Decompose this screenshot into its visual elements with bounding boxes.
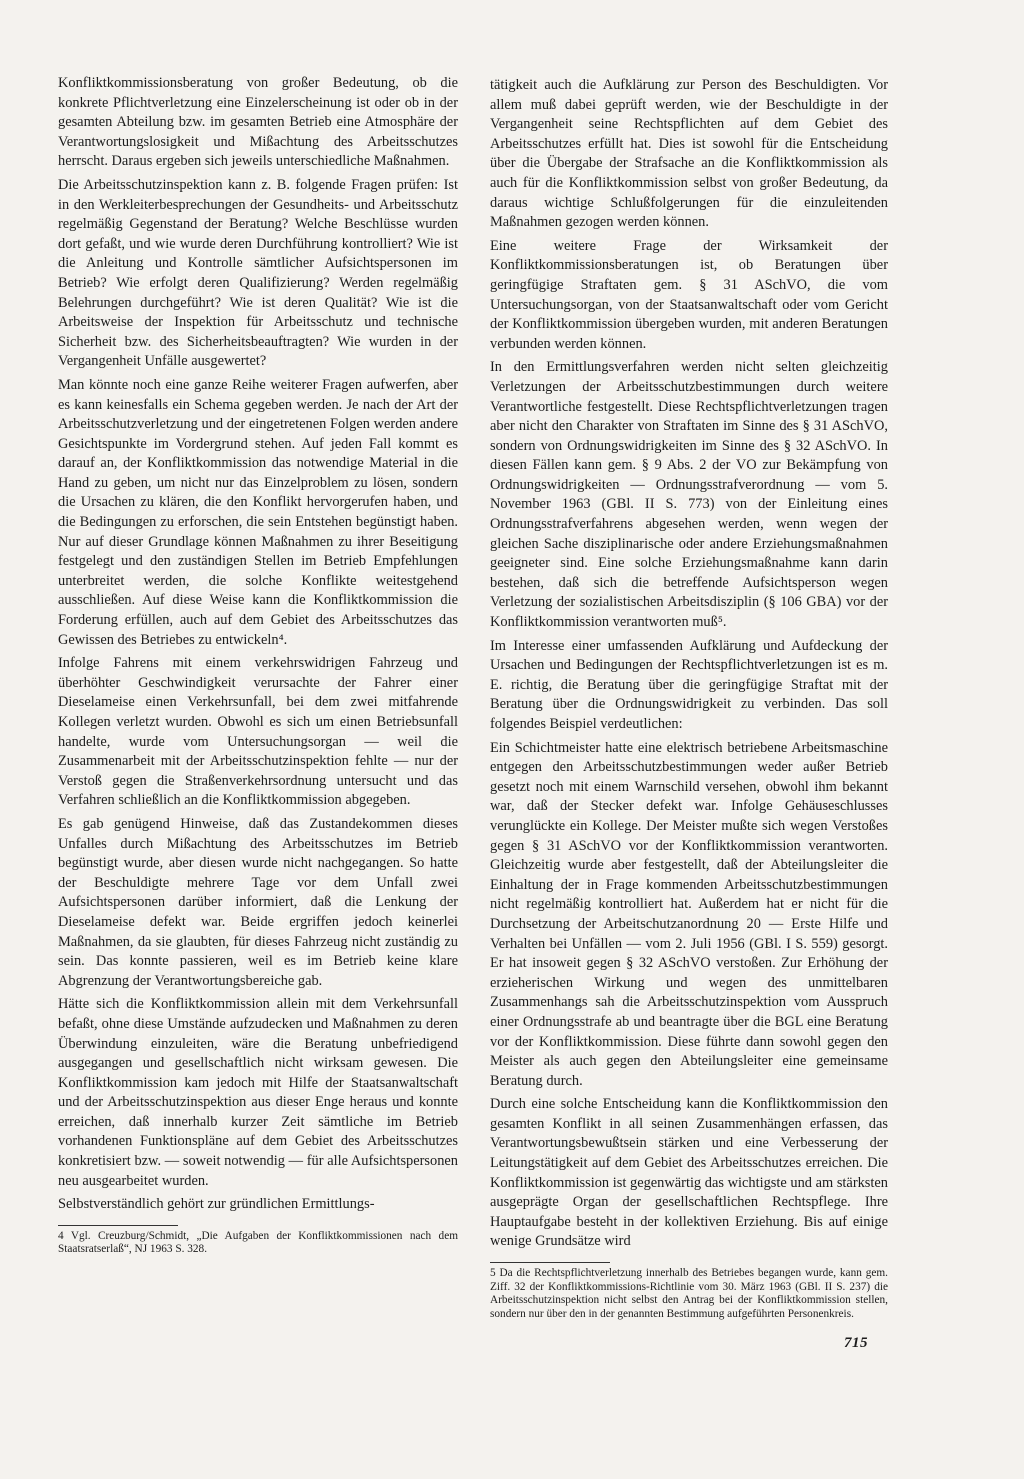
paragraph: In den Ermittlungsverfahren werden nicht selten gleichzeitig Verletzungen der Arbeitsschutzbestimmungen durch weitere Verantwortliche festgestellt. Diese Rechtspflichtverletzungen tragen aber nicht den Charakter von Straftaten im Sinne des § 31 ASchVO, sondern von Ordnungswidrigkeiten im Sinne des § 32 ASchVO. In diesen Fällen kann gem. § 9 Abs. 2 der VO zur Bekämpfung von Ordnungswidrigkeiten — Ordnungsstrafverordnung — vom 5. November 1963 (GBl. II S. 773) von der Einleitung eines Ordnungsstrafverfahrens abgesehen werden, wenn wegen der gleichen Sache disziplinarische oder andere Erziehungsmaßnahmen geeigneter sind. Eine solche Erziehungsmaßnahme kann darin bestehen, daß sich die betreffende Aufsichtsperson wegen Verletzung der sozialistischen Arbeitsdisziplin (§ 106 GBA) vor der Konfliktkommission verantworten muß⁵. <box>490 359 888 631</box>
paragraph: Durch eine solche Entscheidung kann die Konfliktkommission den gesamten Konflikt in all seinen Zusammenhängen erfassen, das Verantwortungsbewußtsein stärken und eine Verbesserung der Leitungstätigkeit auf dem Gebiet des Arbeitsschutzes erreichen. Die Konfliktkommission ist gegenwärtig das wichtigste und am stärksten ausgeprägte Organ der gesellschaftlichen Rechtspflege. Ihre Hauptaufgabe besteht in der kollektiven Erziehung. Bis auf einige wenige Grundsätze wird <box>490 1096 888 1250</box>
footnote-5: 5 Da die Rechtspflichtverletzung innerhalb des Betriebes begangen wurde, kann gem. Ziff. 32 der Konfliktkommissions-Richtlinie vom 30. März 1963 (GBl. II S. 237) die Arbeitsschutzinspektion nicht selbst den Antrag bei der Konfliktkommission stellen, sondern nur über den in der genannten Bestimmung aufgeführten Personenkreis. <box>490 1267 888 1320</box>
paragraph: Eine weitere Frage der Wirksamkeit der Konfliktkommissionsberatungen ist, ob Beratungen über geringfügige Straftaten gem. § 31 ASchVO, die vom Untersuchungsorgan, von der Staatsanwaltschaft oder vom Gericht der Konfliktkommission übergeben wurden, mit anderen Beratungen verbunden werden können. <box>490 237 888 352</box>
paragraph: Selbstverständlich gehört zur gründlichen Ermittlungs- <box>58 1196 375 1213</box>
paragraph: Man könnte noch eine ganze Reihe weiterer Fragen aufwerfen, aber es kann keinesfalls ein Schema gegeben werden. Je nach der Art der Arbeitsschutzverletzung und der eingetretenen Folgen werden andere Gesichtspunkte im Vordergrund stehen. Auf jeden Fall kommt es darauf an, der Konfliktkommission das notwendige Material in die Hand zu geben, um nicht nur das Einzelproblem zu lösen, sondern die Ursachen zu klären, die den Konflikt hervorgerufen haben, und die Bedingungen zu erforschen, die sein Entstehen begünstigt haben. Nur auf dieser Grundlage können Maßnahmen zu ihrer Beseitigung festgelegt und den zuständigen Stellen im Betrieb Empfehlungen unterbreitet werden, die solche Konflikte weitestgehend ausschließen. Auf diese Weise kann die Konfliktkommission die Forderung erfüllen, auch auf dem Gebiet des Arbeitsschutzes das Gewissen des Betriebes zu entwickeln⁴. <box>58 376 458 648</box>
footnote-divider <box>490 1262 610 1263</box>
footnote-divider <box>58 1225 178 1226</box>
paragraph: tätigkeit auch die Aufklärung zur Person des Beschuldigten. Vor allem muß dabei geprüft werden, wie der Beschuldigte in der Vergangenheit seine Rechtspflichten auf dem Gebiet des Arbeitsschutzes erfüllt hat. Dies ist sowohl für die Entscheidung über die Übergabe der Strafsache an die Konfliktkommission als auch für die Konfliktkommission selbst von großer Bedeutung, da daraus wichtige Schlußfolgerungen für die einzuleitenden Maßnahmen gezogen werden können. <box>490 77 888 231</box>
left-column <box>58 74 458 1261</box>
page-number: 715 <box>844 1335 868 1351</box>
paragraph: Konfliktkommissionsberatung von großer Bedeutung, ob die konkrete Pflichtverletzung eine Einzelerscheinung ist oder ob in der gesamten Abteilung bzw. im gesamten Betrieb eine Atmosphäre der Verantwortungslosigkeit und Mißachtung des Arbeitsschutzes herrscht. Daraus ergeben sich jeweils unterschiedliche Maßnahmen. <box>58 75 458 170</box>
right-column <box>490 76 888 1325</box>
paragraph: Infolge Fahrens mit einem verkehrswidrigen Fahrzeug und überhöhter Geschwindigkeit verursachte der Fahrer einer Dieselameise einen Verkehrsunfall, bei dem zwei mitfahrende Kollegen verletzt wurden. Obwohl es sich um einen Betriebsunfall handelte, wurde vom Untersuchungsorgan — weil die Zusammenarbeit mit der Arbeitsschutzinspektion fehlte — nur der Verstoß gegen die Straßenverkehrsordnung untersucht und das Verfahren schließlich an die Konfliktkommission abgegeben. <box>58 655 458 809</box>
paragraph: Im Interesse einer umfassenden Aufklärung und Aufdeckung der Ursachen und Bedingungen der Rechtspflichtverletzungen ist es m. E. richtig, die Beratung über die geringfügige Straftat mit der Beratung über die Ordnungswidrigkeit zu verbinden. Das soll folgendes Beispiel verdeutlichen: <box>490 637 888 732</box>
paragraph: Ein Schichtmeister hatte eine elektrisch betriebene Arbeitsmaschine entgegen den Arbeitsschutzbestimmungen weder außer Betrieb gesetzt noch mit einem Warnschild versehen, obwohl ihm bekannt war, daß der Stecker defekt war. Infolge Gehäuseschlusses verunglückte ein Kollege. Der Meister mußte sich wegen Verstoßes gegen § 31 ASchVO vor der Konfliktkommission verantworten. Gleichzeitig wurde aber festgestellt, daß der Abteilungsleiter die Einhaltung der in Frage kommenden Arbeitsschutzbestimmungen nicht regelmäßig kontrolliert hat. Außerdem hat er nicht für die Durchsetzung der Arbeitschutzanordnung 20 — Erste Hilfe und Verhalten bei Unfällen — vom 2. Juli 1956 (GBl. I S. 559) gesorgt. Er hat insoweit gegen § 32 ASchVO verstoßen. Zur Erhöhung der erzieherischen Wirkung und wegen des unmittelbaren Zusammenhangs sah die Arbeitsschutzinspektion vom Ausspruch einer Ordnungsstrafe ab und beantragte über die BGL eine Beratung vor der Konfliktkommission. Diese führte dann sowohl gegen den Meister als auch gegen den Abteilungsleiter eine gemeinsame Beratung durch. <box>490 739 888 1089</box>
paragraph: Die Arbeitsschutzinspektion kann z. B. folgende Fragen prüfen: Ist in den Werkleiterbesprechungen der Gesundheits- und Arbeitsschutz regelmäßig Gegenstand der Beratung? Welche Beschlüsse wurden dort gefaßt, und wie wurde deren Durchführung kontrolliert? Wie ist die Anleitung und Kontrolle sämtlicher Aufsichtspersonen im Betrieb? Wie erfolgt deren Qualifizierung? Werden regelmäßig Belehrungen durchgeführt? Wie ist deren Qualität? Wie ist die Arbeitsweise der Inspektion für Arbeitsschutz und technische Sicherheit bzw. des Sicherheitsbeauftragten? Wie wurden in der Vergangenheit Unfälle ausgewertet? <box>58 176 458 370</box>
paragraph: Hätte sich die Konfliktkommission allein mit dem Verkehrsunfall befaßt, ohne diese Umstände aufzudecken und Maßnahmen zu deren Überwindung einzuleiten, wäre die Beratung unbefriedigend ausgegangen und gesellschaftlich nicht wirksam gewesen. Die Konfliktkommission kam jedoch mit Hilfe der Staatsanwaltschaft und der Arbeitsschutzinspektion aus dieser Enge heraus und konnte erreichen, daß innerhalb kurzer Zeit sämtliche im Betrieb vorhandenen Funktionspläne auf dem Gebiet des Arbeitsschutzes konkretisiert bzw. — soweit notwendig — für alle Aufsichtspersonen neu ausgearbeitet wurden. <box>58 996 458 1189</box>
footnote-4: 4 Vgl. Creuzburg/Schmidt, „Die Aufgaben der Konfliktkommissionen nach dem Staatsratserlaß“, NJ 1963 S. 328. <box>58 1229 458 1256</box>
paragraph: Es gab genügend Hinweise, daß das Zustandekommen dieses Unfalles durch Mißachtung des Arbeitsschutzes im Betrieb begünstigt wurde, aber diesen wurde nicht nachgegangen. So hatte der Beschuldigte mehrere Tage vor dem Unfall zwei Aufsichtspersonen darüber informiert, daß die Lenkung der Dieselameise defekt war. Beide ergriffen jedoch keinerlei Maßnahmen, da sie glaubten, für dieses Fahrzeug nicht zuständig zu sein. Das konnte passieren, weil es im Betrieb keine klare Abgrenzung der Verantwortungsbereiche gab. <box>58 815 458 989</box>
